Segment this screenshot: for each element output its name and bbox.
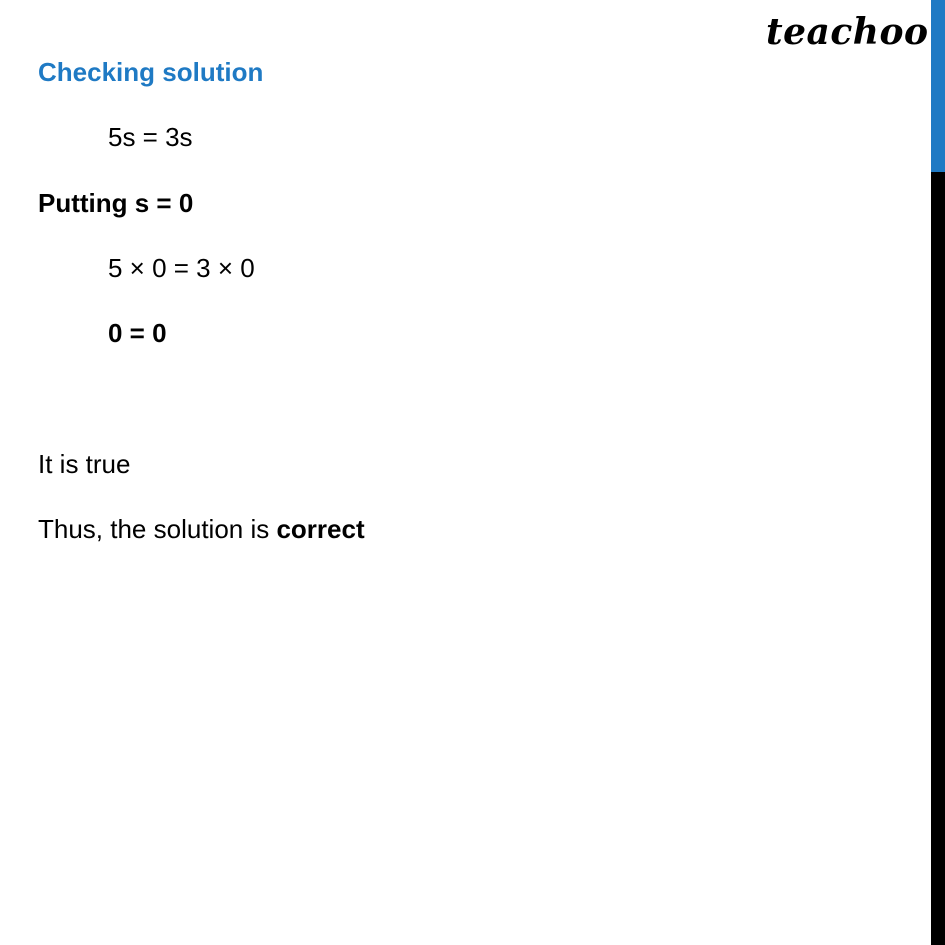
conclusion-prefix: Thus, the solution is — [38, 514, 277, 544]
result-line: 0 = 0 — [108, 318, 167, 348]
side-scrollbar-thumb[interactable] — [931, 0, 945, 172]
conclusion-emphasis: correct — [276, 514, 365, 544]
teachoo-logo: teachoo — [766, 11, 929, 53]
verdict-line: It is true — [38, 449, 131, 479]
step-label: Putting s = 0 — [38, 188, 194, 218]
side-scrollbar[interactable] — [931, 0, 945, 945]
equation-line: 5s = 3s — [108, 122, 193, 152]
section-heading: Checking solution — [38, 57, 264, 87]
conclusion-line — [38, 513, 365, 545]
substitution-line: 5 × 0 = 3 × 0 — [108, 253, 255, 283]
